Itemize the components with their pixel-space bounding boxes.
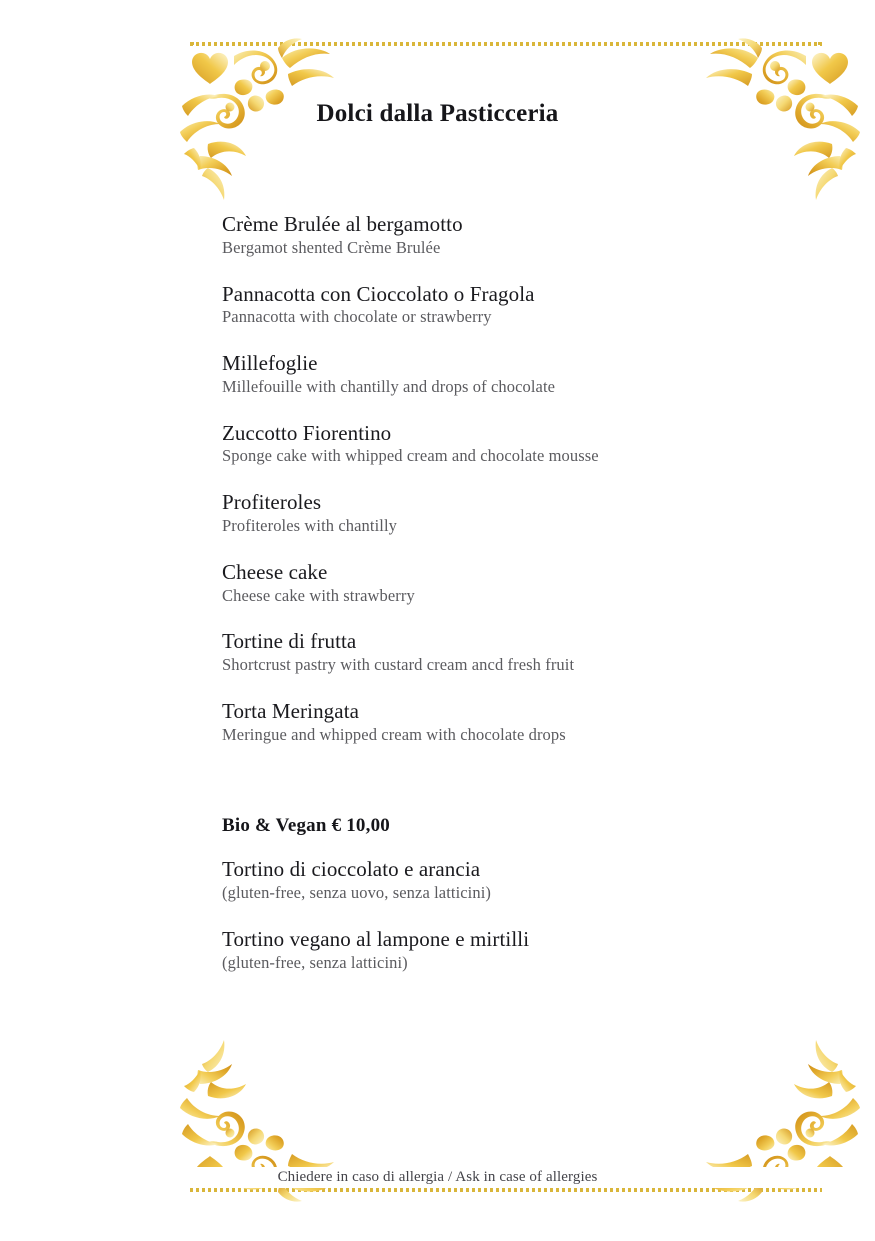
menu-item-name: Crème Brulée al bergamotto [222,212,463,236]
menu-item [222,927,802,974]
menu-item-description: Millefouille with chantilly and drops of chocolate [222,376,556,396]
border-dots-left [190,42,194,1188]
menu-item-description: (gluten-free, senza uovo, senza latticini) [222,883,491,903]
menu-item [222,212,802,259]
menu-item-name: Zuccotto Fiorentino [222,420,392,445]
menu-item [222,629,802,676]
menu-item-name: Pannacotta con Cioccolato o Fragola [222,281,535,306]
section-heading-bio-vegan: Bio & Vegan € 10,00 [222,815,390,837]
menu-item-description: Shortcrust pastry with custard cream ancd fresh fruit [222,655,575,675]
menu-item-description: Profiteroles with chantilly [222,515,397,535]
menu-item [222,857,802,904]
page-title: Dolci dalla Pasticceria [316,100,559,127]
allergy-note: Chiedere in caso di allergia / Ask in case of allergies [0,1167,875,1188]
menu-item-name: Tortino di cioccolato e arancia [222,857,481,882]
menu-item-description: Sponge cake with whipped cream and chocolate mousse [222,446,599,466]
menu-item-name: Cheese cake [222,559,328,584]
menu-item-name: Profiteroles [222,490,322,515]
menu-item [222,282,802,329]
menu-item-name: Millefoglie [222,351,318,376]
menu-item [222,560,802,607]
menu-item [222,490,802,537]
menu-item-name: Torta Meringata [222,698,360,723]
menu-item [222,351,802,398]
menu-item-description: Cheese cake with strawberry [222,585,415,605]
menu-item-description: (gluten-free, senza latticini) [222,952,408,972]
border-dots-right [818,42,822,1188]
menu-item-name: Tortino vegano al lampone e mirtilli [222,926,530,951]
menu-item [222,699,802,746]
menu-list [222,212,802,996]
menu-item-description: Meringue and whipped cream with chocolate drops [222,724,566,744]
menu-item-description: Pannacotta with chocolate or strawberry [222,307,492,327]
menu-item-name: Tortine di frutta [222,629,357,654]
menu-item [222,421,802,468]
menu-item-description: Bergamot shented Crème Brulée [222,237,441,257]
